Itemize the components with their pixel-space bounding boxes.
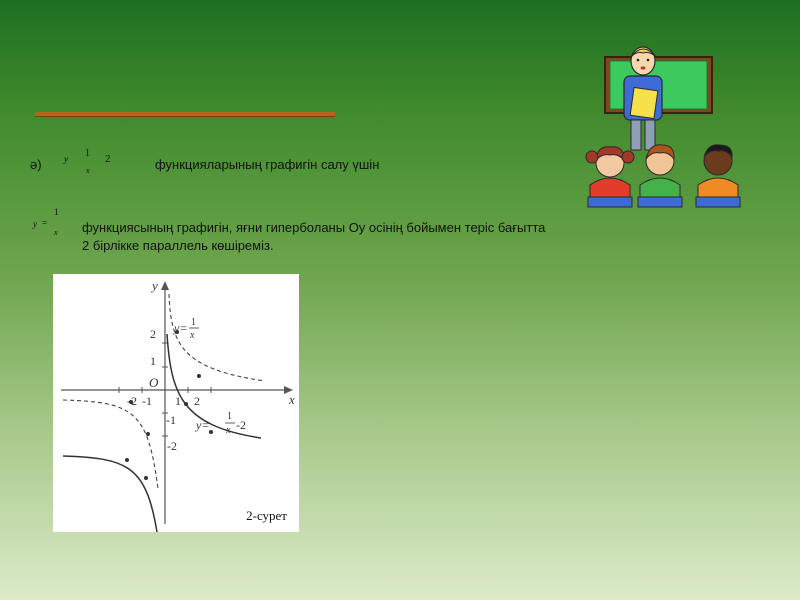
y-tick-label: 1 bbox=[150, 354, 156, 368]
x-axis-label: x bbox=[289, 392, 295, 407]
y-axis-label: y bbox=[152, 278, 158, 293]
dashed-curve-label-denominator: x bbox=[190, 330, 195, 341]
dashed-curve-label-numerator: 1 bbox=[191, 317, 196, 328]
x-tick-label: 2 bbox=[194, 394, 200, 408]
curve-dashed-right bbox=[169, 294, 265, 381]
x-tick-label: -2 bbox=[127, 394, 137, 408]
item-b bbox=[30, 205, 550, 255]
hyperbola-figure bbox=[53, 274, 299, 532]
item-a-marker: ә) bbox=[30, 157, 42, 172]
item-b-formula-denominator: x bbox=[54, 228, 58, 237]
y-tick-label: -2 bbox=[167, 439, 177, 453]
item-a bbox=[30, 148, 450, 184]
origin-label: O bbox=[149, 375, 159, 390]
item-a-formula-constant: 2 bbox=[105, 153, 111, 165]
item-a-formula-denominator: x bbox=[86, 166, 90, 175]
solid-curve-label-y: y= bbox=[196, 418, 210, 432]
item-b-formula-numerator: 1 bbox=[54, 207, 59, 217]
curve-solid-left bbox=[63, 456, 157, 532]
solid-curve-label-numerator: 1 bbox=[227, 411, 232, 422]
y-tick-label: -1 bbox=[166, 413, 176, 427]
solid-curve-label-denominator: x bbox=[226, 425, 231, 436]
item-b-text: функциясының графигін, яғни гиперболаны Оу осінің бойымен теріс бағытта 2 бірлікке параллель көшіреміз. bbox=[82, 220, 546, 253]
solid-curve-label-suffix: -2 bbox=[236, 418, 246, 432]
curve-solid-right bbox=[167, 334, 261, 438]
item-b-formula-eq: = bbox=[42, 218, 48, 228]
item-a-formula-numerator: 1 bbox=[85, 148, 90, 159]
hyperbola-graph bbox=[53, 274, 299, 532]
teacher-and-students-icon bbox=[578, 45, 748, 210]
figure-caption: 2-сурет bbox=[246, 508, 287, 523]
dashed-curve-label-y: y= bbox=[174, 321, 188, 335]
x-tick-label: -1 bbox=[142, 394, 152, 408]
item-b-formula-y: y bbox=[33, 219, 37, 229]
title-underline bbox=[35, 112, 335, 117]
item-a-formula-y: y bbox=[64, 154, 68, 164]
item-a-text: функцияларының графигін салу үшін bbox=[155, 157, 380, 172]
y-tick-label: 2 bbox=[150, 327, 156, 341]
x-tick-label: 1 bbox=[175, 394, 181, 408]
curve-dashed-left bbox=[63, 400, 158, 489]
y-axis-arrow bbox=[161, 281, 169, 290]
